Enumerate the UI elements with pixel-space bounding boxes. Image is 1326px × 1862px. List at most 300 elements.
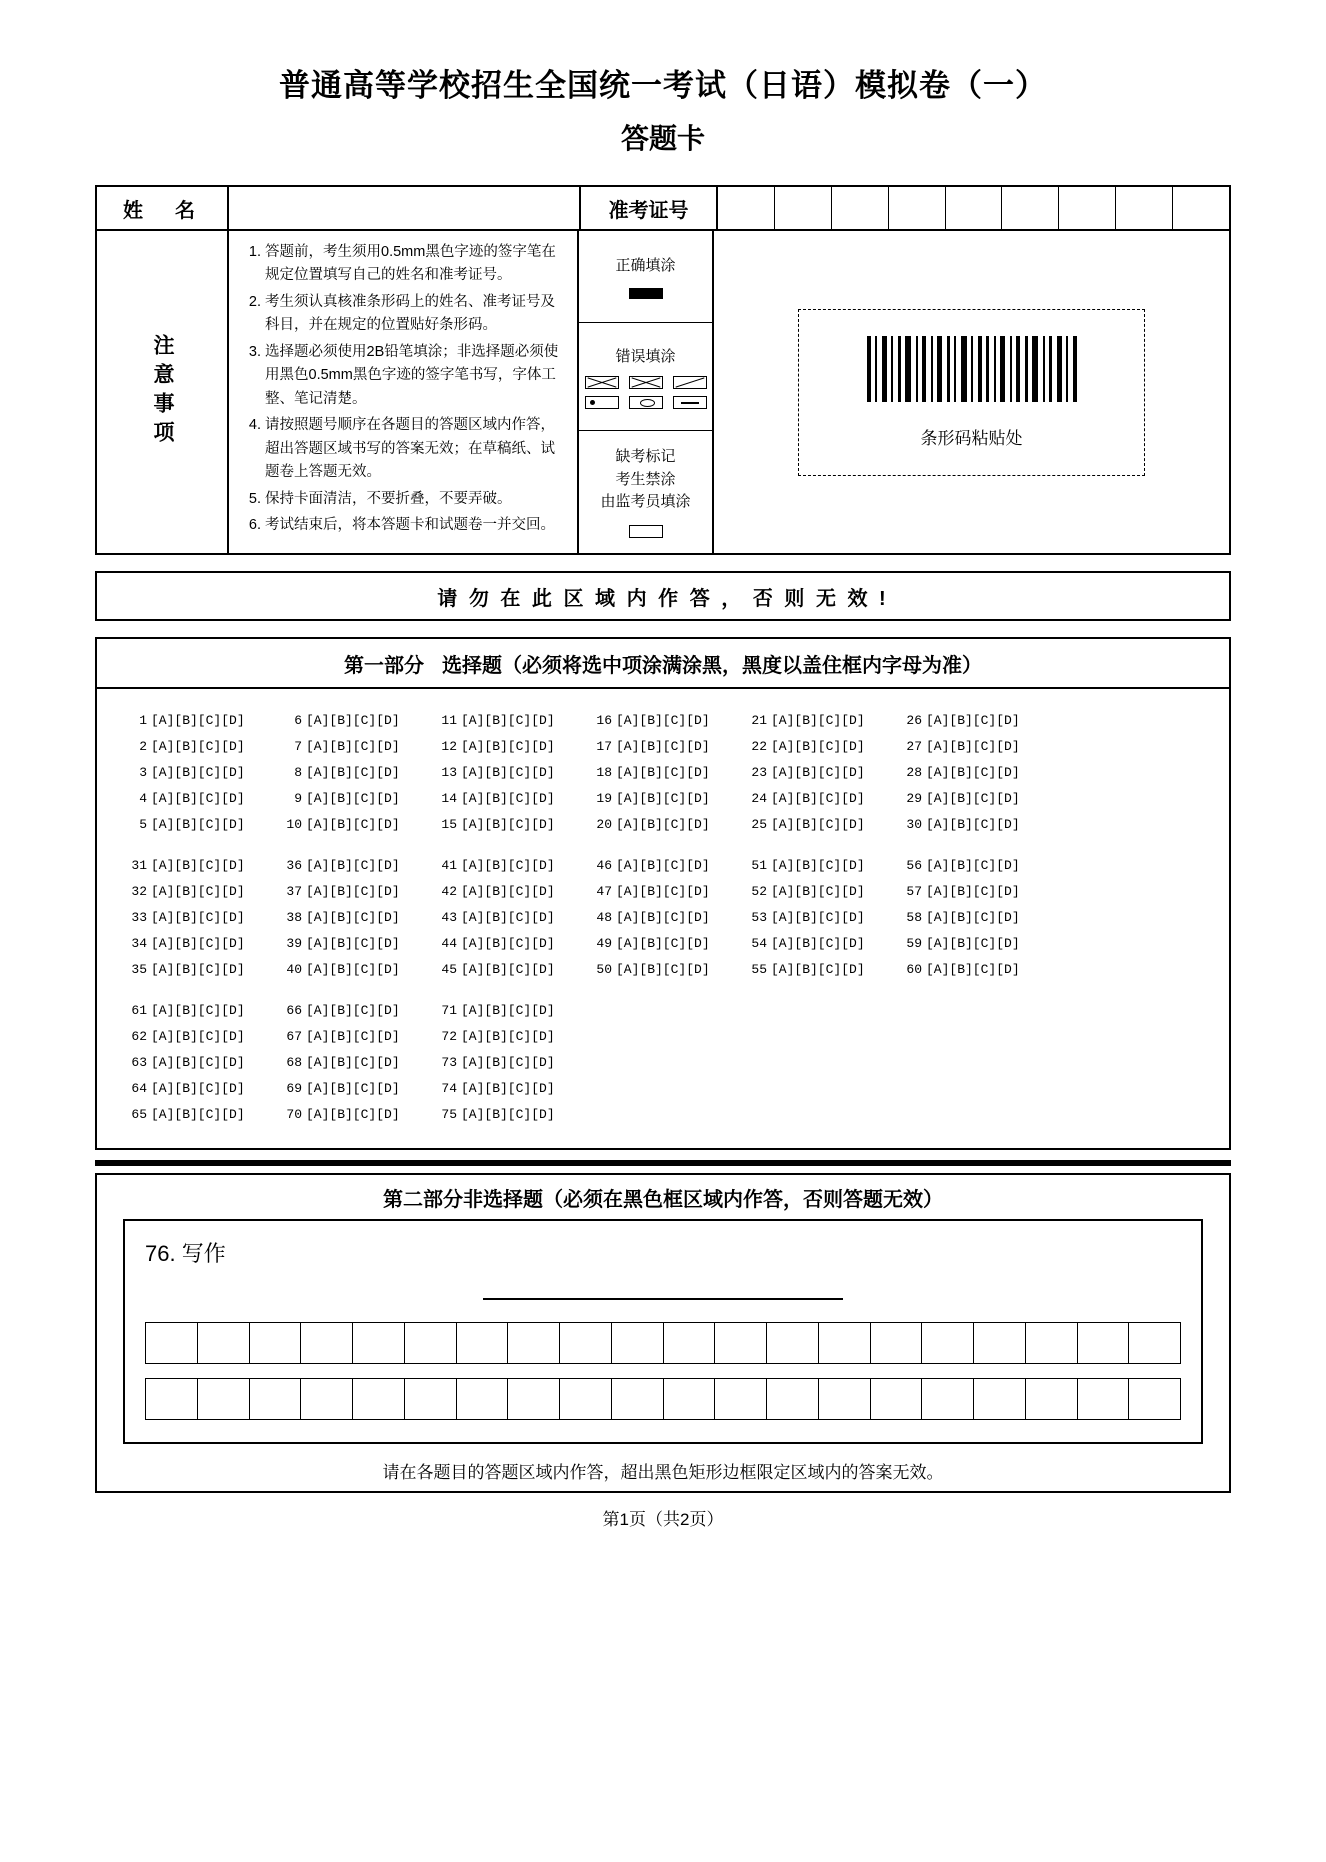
answer-number: 70 [286, 1107, 302, 1122]
answer-item-56[interactable] [902, 858, 1057, 873]
answer-bubbles[interactable]: [A][B][C][D] [926, 962, 1020, 977]
answer-bubbles[interactable]: [A][B][C][D] [151, 1029, 245, 1044]
answer-item-12[interactable] [437, 739, 592, 754]
answer-bubbles[interactable]: [A][B][C][D] [306, 1081, 400, 1096]
answer-item-1[interactable] [127, 713, 282, 728]
answer-bubbles[interactable]: [A][B][C][D] [151, 817, 245, 832]
answer-bubbles[interactable]: [A][B][C][D] [306, 1055, 400, 1070]
absent-line: 缺考标记 [615, 448, 676, 466]
writing-grid-cell[interactable] [664, 1379, 716, 1419]
part2-heading-right: 非选择题（必须在黑色框区域内作答，否则答题无效） [463, 1188, 943, 1211]
writing-grid-cell[interactable] [508, 1323, 560, 1363]
answer-bubbles[interactable]: [A][B][C][D] [151, 713, 245, 728]
answer-item-4[interactable] [127, 791, 282, 806]
answer-item-68[interactable] [282, 1055, 437, 1070]
answer-item-47[interactable] [592, 884, 747, 899]
answer-bubbles[interactable]: [A][B][C][D] [461, 817, 555, 832]
answer-item-13[interactable] [437, 765, 592, 780]
writing-grid-cell[interactable] [457, 1379, 509, 1419]
writing-grid-cell[interactable] [405, 1379, 457, 1419]
answer-bubbles[interactable]: [A][B][C][D] [771, 739, 865, 754]
answer-number: 41 [441, 858, 457, 873]
answer-row [127, 1107, 1199, 1122]
answer-bubbles[interactable]: [A][B][C][D] [461, 1003, 555, 1018]
answer-bubbles[interactable]: [A][B][C][D] [616, 817, 710, 832]
answer-item-37[interactable] [282, 884, 437, 899]
writing-grid-cell[interactable] [922, 1379, 974, 1419]
answer-bubbles[interactable]: [A][B][C][D] [926, 791, 1020, 806]
answer-number: 20 [596, 817, 612, 832]
exam-id-cell[interactable] [1116, 187, 1173, 229]
answer-bubbles[interactable]: [A][B][C][D] [461, 936, 555, 951]
answer-block-3 [127, 1003, 1199, 1122]
answer-number: 26 [906, 713, 922, 728]
notice-item: 2. 考生须认真核准条形码上的姓名、准考证号及科目，并在规定的位置贴好条形码。 [265, 291, 567, 338]
answer-item-26[interactable] [902, 713, 1057, 728]
answer-bubbles[interactable]: [A][B][C][D] [616, 858, 710, 873]
title-sub: 答题卡 [620, 123, 705, 154]
header-row-identity [97, 187, 1229, 229]
answer-item-49[interactable] [592, 936, 747, 951]
writing-grid-cell[interactable] [301, 1323, 353, 1363]
answer-bubbles[interactable]: [A][B][C][D] [461, 884, 555, 899]
answer-row [127, 858, 1199, 873]
answer-bubbles[interactable]: [A][B][C][D] [461, 962, 555, 977]
answer-bubbles[interactable]: [A][B][C][D] [306, 1107, 400, 1122]
answer-item-25[interactable] [747, 817, 902, 832]
answer-number: 30 [906, 817, 922, 832]
writing-grid-cell[interactable] [819, 1379, 871, 1419]
barcode-icon [867, 336, 1077, 402]
answer-item-69[interactable] [282, 1081, 437, 1096]
answer-number: 60 [906, 962, 922, 977]
answer-bubbles[interactable]: [A][B][C][D] [771, 765, 865, 780]
writing-grid-cell[interactable] [146, 1379, 198, 1419]
answer-number: 16 [596, 713, 612, 728]
answer-bubbles[interactable]: [A][B][C][D] [151, 1081, 245, 1096]
answer-item-52[interactable] [747, 884, 902, 899]
answer-row [127, 1029, 1199, 1044]
answer-bubbles[interactable]: [A][B][C][D] [616, 884, 710, 899]
writing-grid-cell[interactable] [560, 1379, 612, 1419]
answer-item-55[interactable] [747, 962, 902, 977]
answer-number: 37 [286, 884, 302, 899]
answer-item-36[interactable] [282, 858, 437, 873]
answer-number: 1 [139, 713, 147, 728]
answer-number: 28 [906, 765, 922, 780]
answer-item-40[interactable] [282, 962, 437, 977]
answer-bubbles[interactable]: [A][B][C][D] [461, 1029, 555, 1044]
answer-item-19[interactable] [592, 791, 747, 806]
answer-number: 25 [751, 817, 767, 832]
writing-grid-cell[interactable] [250, 1323, 302, 1363]
answer-number: 50 [596, 962, 612, 977]
answer-item-27[interactable] [902, 739, 1057, 754]
exam-id-cell[interactable] [1002, 187, 1059, 229]
answer-bubbles[interactable]: [A][B][C][D] [616, 791, 710, 806]
exam-id-cell[interactable] [946, 187, 1003, 229]
answer-item-9[interactable] [282, 791, 437, 806]
answer-item-2[interactable] [127, 739, 282, 754]
answer-bubbles[interactable]: [A][B][C][D] [151, 910, 245, 925]
writing-grid-cell[interactable] [922, 1323, 974, 1363]
notice-item: 1. 答题前，考生须用0.5mm黑色字迹的签字笔在规定位置填写自己的姓名和准考证号。 [265, 241, 567, 288]
absent-mark-box[interactable] [629, 525, 663, 538]
answer-bubbles[interactable]: [A][B][C][D] [771, 936, 865, 951]
answer-item-34[interactable] [127, 936, 282, 951]
part1-heading [97, 639, 1229, 689]
answer-bubbles[interactable]: [A][B][C][D] [926, 817, 1020, 832]
answer-item-3[interactable] [127, 765, 282, 780]
answer-bubbles[interactable]: [A][B][C][D] [616, 739, 710, 754]
answer-bubbles[interactable]: [A][B][C][D] [306, 713, 400, 728]
answer-item-62[interactable] [127, 1029, 282, 1044]
title-main: 普通高等学校招生全国统一考试（日语）模拟卷（一） [279, 68, 1047, 103]
answer-number: 4 [139, 791, 147, 806]
answer-row [127, 1081, 1199, 1096]
answer-number: 67 [286, 1029, 302, 1044]
answer-bubbles[interactable]: [A][B][C][D] [306, 739, 400, 754]
answer-item-48[interactable] [592, 910, 747, 925]
answer-item-57[interactable] [902, 884, 1057, 899]
answer-bubbles[interactable]: [A][B][C][D] [616, 936, 710, 951]
writing-grid-cell[interactable] [767, 1323, 819, 1363]
answer-number: 71 [441, 1003, 457, 1018]
writing-grid-cell[interactable] [198, 1379, 250, 1419]
writing-grid-cell[interactable] [664, 1323, 716, 1363]
answer-number: 69 [286, 1081, 302, 1096]
answer-row [127, 739, 1199, 754]
writing-grid-cell[interactable] [1129, 1323, 1180, 1363]
answer-number: 40 [286, 962, 302, 977]
name-input[interactable] [229, 187, 581, 229]
answer-bubbles[interactable]: [A][B][C][D] [306, 936, 400, 951]
answer-item-71[interactable] [437, 1003, 592, 1018]
answer-bubbles[interactable]: [A][B][C][D] [306, 858, 400, 873]
answer-number: 46 [596, 858, 612, 873]
writing-grid-cell[interactable] [1129, 1379, 1180, 1419]
answer-number: 6 [294, 713, 302, 728]
answer-number: 64 [131, 1081, 147, 1096]
answer-item-17[interactable] [592, 739, 747, 754]
answer-number: 63 [131, 1055, 147, 1070]
answer-bubbles[interactable]: [A][B][C][D] [306, 1003, 400, 1018]
writing-grid-cell[interactable] [1078, 1323, 1130, 1363]
absent-mark-guide [579, 431, 712, 553]
answer-number: 43 [441, 910, 457, 925]
answer-bubbles[interactable]: [A][B][C][D] [616, 765, 710, 780]
answer-row [127, 936, 1199, 951]
writing-grid-cell[interactable] [198, 1323, 250, 1363]
answer-bubbles[interactable]: [A][B][C][D] [461, 1055, 555, 1070]
answer-bubbles[interactable]: [A][B][C][D] [771, 713, 865, 728]
answer-number: 42 [441, 884, 457, 899]
writing-grid-cell[interactable] [1026, 1379, 1078, 1419]
writing-grid-cell[interactable] [819, 1323, 871, 1363]
answer-bubbles[interactable]: [A][B][C][D] [151, 739, 245, 754]
answer-bubbles[interactable]: [A][B][C][D] [461, 713, 555, 728]
answer-bubbles[interactable]: [A][B][C][D] [926, 713, 1020, 728]
notice-label-text: 注意事项 [151, 334, 174, 450]
writing-grid-row[interactable] [145, 1378, 1181, 1420]
answer-bubbles[interactable]: [A][B][C][D] [461, 765, 555, 780]
answer-bubbles[interactable]: [A][B][C][D] [306, 910, 400, 925]
writing-grid-cell[interactable] [457, 1323, 509, 1363]
writing-title-rule [483, 1298, 843, 1300]
writing-grid-cell[interactable] [250, 1379, 302, 1419]
answer-item-54[interactable] [747, 936, 902, 951]
answer-item-66[interactable] [282, 1003, 437, 1018]
answer-number: 59 [906, 936, 922, 951]
answer-bubbles[interactable]: [A][B][C][D] [151, 765, 245, 780]
writing-grid-cell[interactable] [974, 1323, 1026, 1363]
answer-bubbles[interactable]: [A][B][C][D] [771, 910, 865, 925]
answer-bubbles[interactable]: [A][B][C][D] [151, 1055, 245, 1070]
writing-question-label: 76. 写作 [145, 1241, 226, 1266]
answer-bubbles[interactable]: [A][B][C][D] [151, 858, 245, 873]
answer-item-73[interactable] [437, 1055, 592, 1070]
answer-bubbles[interactable]: [A][B][C][D] [926, 884, 1020, 899]
part2-heading-left: 第二部分 [383, 1188, 463, 1211]
answer-item-60[interactable] [902, 962, 1057, 977]
answer-item-44[interactable] [437, 936, 592, 951]
answer-number: 58 [906, 910, 922, 925]
answer-item-64[interactable] [127, 1081, 282, 1096]
answer-item-63[interactable] [127, 1055, 282, 1070]
answer-bubbles[interactable]: [A][B][C][D] [461, 1081, 555, 1096]
answer-item-18[interactable] [592, 765, 747, 780]
barcode-column [714, 231, 1229, 553]
exam-id-cell[interactable] [775, 187, 832, 229]
answer-bubbles[interactable]: [A][B][C][D] [151, 936, 245, 951]
answer-bubbles[interactable]: [A][B][C][D] [771, 884, 865, 899]
answer-bubbles[interactable]: [A][B][C][D] [926, 765, 1020, 780]
answer-bubbles[interactable]: [A][B][C][D] [771, 962, 865, 977]
answer-bubbles[interactable]: [A][B][C][D] [926, 858, 1020, 873]
answer-item-16[interactable] [592, 713, 747, 728]
answer-item-75[interactable] [437, 1107, 592, 1122]
exam-id-boxes[interactable] [718, 187, 1229, 229]
answer-number: 27 [906, 739, 922, 754]
writing-grid-cell[interactable] [612, 1379, 664, 1419]
no-answer-zone-warning: 请 勿 在 此 区 域 内 作 答 ， 否 则 无 效 ! [95, 571, 1231, 621]
answer-item-20[interactable] [592, 817, 747, 832]
notice-list [229, 231, 579, 553]
answer-row [127, 765, 1199, 780]
exam-id-cell[interactable] [832, 187, 889, 229]
wrong-mark-line-icon [673, 396, 707, 409]
answer-item-22[interactable] [747, 739, 902, 754]
answer-number: 35 [131, 962, 147, 977]
answer-bubbles[interactable]: [A][B][C][D] [151, 791, 245, 806]
answer-number: 48 [596, 910, 612, 925]
answer-number: 21 [751, 713, 767, 728]
answer-item-51[interactable] [747, 858, 902, 873]
answer-row [127, 817, 1199, 832]
wrong-mark-cross-icon [629, 376, 663, 389]
answer-bubbles[interactable]: [A][B][C][D] [461, 910, 555, 925]
answer-item-41[interactable] [437, 858, 592, 873]
answer-item-32[interactable] [127, 884, 282, 899]
answer-bubbles[interactable]: [A][B][C][D] [306, 884, 400, 899]
exam-id-cell[interactable] [889, 187, 946, 229]
answer-item-33[interactable] [127, 910, 282, 925]
notice-label [97, 231, 229, 553]
absent-line: 由监考员填涂 [600, 493, 691, 511]
answer-item-42[interactable] [437, 884, 592, 899]
answer-bubbles[interactable]: [A][B][C][D] [616, 713, 710, 728]
answer-row [127, 962, 1199, 977]
answer-item-72[interactable] [437, 1029, 592, 1044]
writing-grid-cell[interactable] [301, 1379, 353, 1419]
answer-number: 47 [596, 884, 612, 899]
answer-item-61[interactable] [127, 1003, 282, 1018]
answer-number: 10 [286, 817, 302, 832]
wrong-mark-oval-icon [629, 396, 663, 409]
answer-number: 9 [294, 791, 302, 806]
answer-bubbles[interactable]: [A][B][C][D] [461, 739, 555, 754]
writing-grid-cell[interactable] [353, 1379, 405, 1419]
wrong-fill-label: 错误填涂 [615, 347, 676, 365]
writing-answer-box[interactable] [123, 1219, 1203, 1444]
part2-heading [97, 1175, 1229, 1219]
answer-number: 23 [751, 765, 767, 780]
answer-bubbles[interactable]: [A][B][C][D] [771, 858, 865, 873]
answer-bubbles[interactable]: [A][B][C][D] [926, 936, 1020, 951]
answer-bubbles[interactable]: [A][B][C][D] [151, 1003, 245, 1018]
writing-grid-cell[interactable] [871, 1379, 923, 1419]
answer-number: 55 [751, 962, 767, 977]
answer-item-67[interactable] [282, 1029, 437, 1044]
writing-grid-cell[interactable] [508, 1379, 560, 1419]
answer-item-46[interactable] [592, 858, 747, 873]
answer-bubbles[interactable]: [A][B][C][D] [461, 858, 555, 873]
writing-grid-cell[interactable] [1026, 1323, 1078, 1363]
answer-item-30[interactable] [902, 817, 1057, 832]
answer-item-35[interactable] [127, 962, 282, 977]
answer-item-45[interactable] [437, 962, 592, 977]
answer-item-15[interactable] [437, 817, 592, 832]
answer-bubbles[interactable]: [A][B][C][D] [926, 739, 1020, 754]
answer-bubbles[interactable]: [A][B][C][D] [306, 1029, 400, 1044]
barcode-paste-area [798, 309, 1145, 476]
wrong-fill-marks [585, 376, 707, 409]
answer-bubbles[interactable]: [A][B][C][D] [461, 791, 555, 806]
writing-grid-cell[interactable] [612, 1323, 664, 1363]
answer-item-14[interactable] [437, 791, 592, 806]
answer-number: 54 [751, 936, 767, 951]
answer-bubbles[interactable]: [A][B][C][D] [151, 1107, 245, 1122]
answer-item-65[interactable] [127, 1107, 282, 1122]
answer-bubbles[interactable]: [A][B][C][D] [616, 910, 710, 925]
answer-item-59[interactable] [902, 936, 1057, 951]
answer-number: 61 [131, 1003, 147, 1018]
answer-bubbles[interactable]: [A][B][C][D] [306, 791, 400, 806]
writing-grid-cell[interactable] [974, 1379, 1026, 1419]
answer-number: 17 [596, 739, 612, 754]
answer-item-10[interactable] [282, 817, 437, 832]
answer-number: 56 [906, 858, 922, 873]
answer-number: 7 [294, 739, 302, 754]
writing-grid-row[interactable] [145, 1322, 1181, 1364]
answer-item-5[interactable] [127, 817, 282, 832]
answer-number: 5 [139, 817, 147, 832]
answer-item-8[interactable] [282, 765, 437, 780]
writing-grid-cell[interactable] [146, 1323, 198, 1363]
answer-item-58[interactable] [902, 910, 1057, 925]
answer-item-31[interactable] [127, 858, 282, 873]
answer-item-7[interactable] [282, 739, 437, 754]
answer-item-50[interactable] [592, 962, 747, 977]
answer-item-21[interactable] [747, 713, 902, 728]
answer-bubbles[interactable]: [A][B][C][D] [771, 817, 865, 832]
answer-number: 34 [131, 936, 147, 951]
answer-item-23[interactable] [747, 765, 902, 780]
answer-number: 31 [131, 858, 147, 873]
writing-grid[interactable] [145, 1322, 1181, 1420]
answer-item-70[interactable] [282, 1107, 437, 1122]
answer-number: 13 [441, 765, 457, 780]
header-row-notice [97, 229, 1229, 553]
answer-item-53[interactable] [747, 910, 902, 925]
answer-bubbles[interactable]: [A][B][C][D] [616, 962, 710, 977]
writing-grid-cell[interactable] [871, 1323, 923, 1363]
part1-heading-right: 选择题（必须将选中项涂满涂黑，黑度以盖住框内字母为准） [442, 654, 982, 677]
writing-grid-cell[interactable] [767, 1379, 819, 1419]
answer-item-24[interactable] [747, 791, 902, 806]
writing-grid-cell[interactable] [405, 1323, 457, 1363]
answer-bubbles[interactable]: [A][B][C][D] [461, 1107, 555, 1122]
part1-answer-area [97, 689, 1229, 1148]
section-divider [95, 1160, 1231, 1166]
answer-bubbles[interactable]: [A][B][C][D] [151, 884, 245, 899]
answer-bubbles[interactable]: [A][B][C][D] [771, 791, 865, 806]
writing-grid-cell[interactable] [715, 1379, 767, 1419]
answer-row [127, 1003, 1199, 1018]
exam-id-cell[interactable] [1173, 187, 1229, 229]
writing-grid-cell[interactable] [353, 1323, 405, 1363]
correct-fill-guide [579, 231, 712, 323]
answer-number: 75 [441, 1107, 457, 1122]
answer-item-28[interactable] [902, 765, 1057, 780]
exam-id-cell[interactable] [718, 187, 775, 229]
writing-grid-cell[interactable] [1078, 1379, 1130, 1419]
exam-id-cell[interactable] [1059, 187, 1116, 229]
answer-bubbles[interactable]: [A][B][C][D] [926, 910, 1020, 925]
answer-item-6[interactable] [282, 713, 437, 728]
answer-bubbles[interactable]: [A][B][C][D] [306, 817, 400, 832]
answer-bubbles[interactable]: [A][B][C][D] [306, 765, 400, 780]
answer-number: 72 [441, 1029, 457, 1044]
answer-number: 57 [906, 884, 922, 899]
barcode-label: 条形码粘贴处 [920, 428, 1023, 448]
writing-grid-cell[interactable] [715, 1323, 767, 1363]
answer-item-39[interactable] [282, 936, 437, 951]
answer-item-74[interactable] [437, 1081, 592, 1096]
answer-number: 32 [131, 884, 147, 899]
writing-grid-cell[interactable] [560, 1323, 612, 1363]
answer-bubbles[interactable]: [A][B][C][D] [151, 962, 245, 977]
part1-section [95, 637, 1231, 1150]
answer-number: 29 [906, 791, 922, 806]
answer-item-38[interactable] [282, 910, 437, 925]
answer-item-11[interactable] [437, 713, 592, 728]
answer-item-43[interactable] [437, 910, 592, 925]
answer-bubbles[interactable]: [A][B][C][D] [306, 962, 400, 977]
answer-number: 11 [441, 713, 457, 728]
answer-item-29[interactable] [902, 791, 1057, 806]
fill-guide-column [579, 231, 714, 553]
